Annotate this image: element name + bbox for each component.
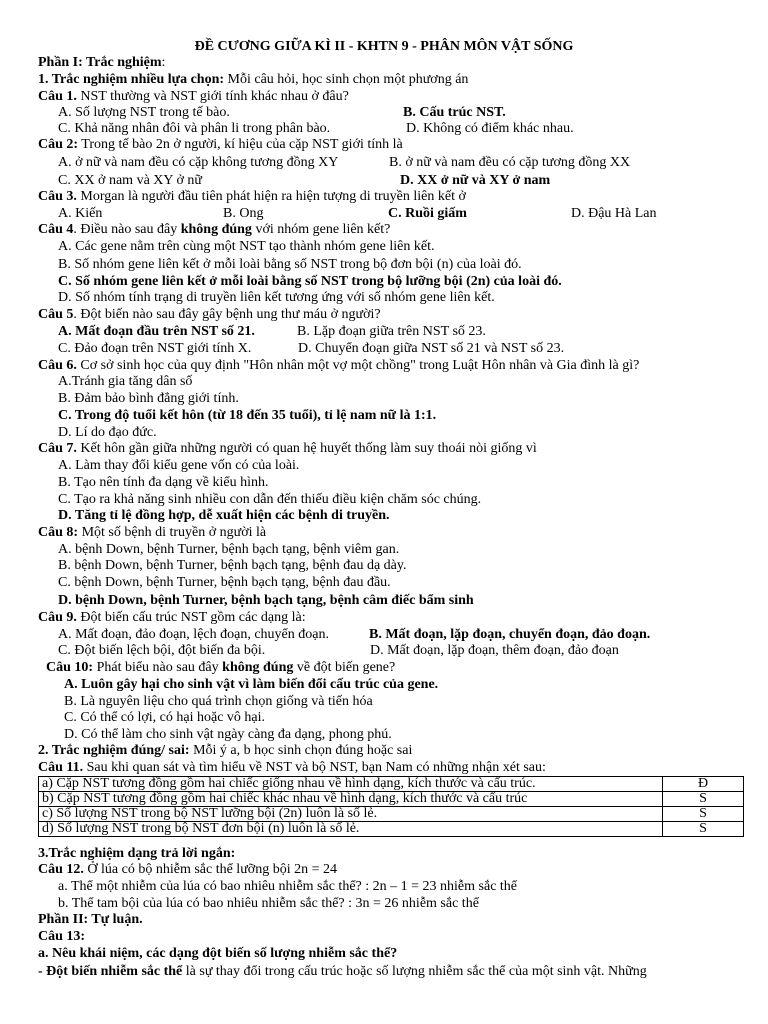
q12-part-a: a. Thể một nhiễm của lúa có bao nhiêu nhiễm sắc thể? : 2n – 1 = 23 nhiễm sắc thể bbox=[58, 879, 518, 894]
statement-cell: a) Cặp NST tương đồng gồm hai chiếc giống nhau về hình dạng, kích thước và cấu trúc. bbox=[39, 777, 663, 792]
q13-part-a: a. Nêu khái niệm, các dạng đột biến số lượng nhiễm sắc thể? bbox=[38, 946, 398, 961]
answer-cell: Đ bbox=[663, 777, 744, 792]
q3-option-d: D. Đậu Hà Lan bbox=[571, 206, 657, 221]
question-7: Câu 7. Kết hôn gần giữa những người có quan hệ huyết thống làm suy thoái nòi giống vì bbox=[38, 441, 537, 456]
statement-cell: c) Số lượng NST trong bộ NST lưỡng bội (2n) luôn là số lẻ. bbox=[39, 807, 663, 822]
q10-option-a: A. Luôn gây hại cho sinh vật vì làm biến đổi cấu trúc của gene. bbox=[64, 677, 439, 692]
part1-heading: Phần I: Trắc nghiệm: bbox=[38, 55, 166, 70]
q5-option-d: D. Chuyển đoạn giữa NST số 21 và NST số 23. bbox=[298, 341, 565, 356]
q10-option-c: C. Có thể có lợi, có hại hoặc vô hại. bbox=[64, 710, 266, 725]
table-row bbox=[39, 822, 744, 837]
question-3: Câu 3. Morgan là người đầu tiên phát hiện ra hiện tượng di truyền liên kết ở bbox=[38, 189, 466, 204]
q10-option-d: D. Có thể làm cho sinh vật ngày càng đa dạng, phong phú. bbox=[64, 727, 392, 742]
q6-option-a: A.Tránh gia tăng dân số bbox=[58, 374, 193, 389]
q7-option-a: A. Làm thay đổi kiểu gene vốn có của loài. bbox=[58, 458, 300, 473]
question-6: Câu 6. Cơ sở sinh học của quy định "Hôn nhân một vợ một chồng" trong Luật Hôn nhân và Gia đình là gì? bbox=[38, 358, 640, 373]
question-1: Câu 1. NST thường và NST giới tính khác nhau ở đâu? bbox=[38, 89, 349, 104]
q9-option-b: B. Mất đoạn, lặp đoạn, chuyển đoạn, đảo đoạn. bbox=[369, 627, 651, 642]
question-8: Câu 8: Một số bệnh di truyền ở người là bbox=[38, 525, 267, 540]
q3-option-b: B. Ong bbox=[223, 206, 264, 221]
q5-option-c: C. Đảo đoạn trên NST giới tính X. bbox=[58, 341, 252, 356]
q5-option-a: A. Mất đoạn đầu trên NST số 21. bbox=[58, 324, 255, 339]
table-row bbox=[39, 777, 744, 792]
q12-part-b: b. Thể tam bội của lúa có bao nhiêu nhiễm sắc thể? : 3n = 26 nhiễm sắc thể bbox=[58, 896, 479, 911]
answer-cell: S bbox=[663, 822, 744, 837]
part2-heading: Phần II: Tự luận. bbox=[38, 912, 143, 927]
q8-option-b: B. bệnh Down, bệnh Turner, bệnh bạch tạng, bệnh đau dạ dày. bbox=[58, 558, 407, 573]
q8-option-d: D. bệnh Down, bệnh Turner, bệnh bạch tạng, bệnh câm điếc bẩm sinh bbox=[58, 593, 474, 608]
q8-option-a: A. bệnh Down, bệnh Turner, bệnh bạch tạng, bệnh viêm gan. bbox=[58, 542, 400, 557]
true-false-table bbox=[38, 776, 744, 837]
statement-cell: b) Cặp NST tương đồng gồm hai chiếc khác nhau về hình dạng, kích thước và cấu trúc bbox=[39, 792, 663, 807]
q7-option-d: D. Tăng tỉ lệ đồng hợp, dễ xuất hiện các bệnh di truyền. bbox=[58, 508, 390, 523]
question-4: Câu 4. Điều nào sau đây không đúng với nhóm gene liên kết? bbox=[38, 222, 391, 237]
question-9: Câu 9. Đột biến cấu trúc NST gồm các dạng là: bbox=[38, 610, 306, 625]
q2-option-c: C. XX ở nam và XY ở nữ bbox=[58, 173, 202, 188]
question-2: Câu 2: Trong tế bào 2n ở người, kí hiệu của cặp NST giới tính là bbox=[38, 137, 403, 152]
q10-option-b: B. Là nguyên liệu cho quá trình chọn giống và tiến hóa bbox=[64, 694, 373, 709]
document-title: ĐỀ CƯƠNG GIỮA KÌ II - KHTN 9 - PHÂN MÔN VẬT SỐNG bbox=[194, 39, 574, 54]
q13-answer: - Đột biến nhiễm sắc thể là sự thay đổi trong cấu trúc hoặc số lượng nhiễm sắc thể của một sinh vật. Những bbox=[38, 964, 647, 979]
question-5: Câu 5. Đột biến nào sau đây gây bệnh ung thư máu ở người? bbox=[38, 307, 381, 322]
q8-option-c: C. bệnh Down, bệnh Turner, bệnh bạch tạng, bệnh đau đầu. bbox=[58, 575, 391, 590]
section3-heading: 3.Trắc nghiệm dạng trả lời ngắn: bbox=[38, 846, 236, 861]
q7-option-b: B. Tạo nên tính đa dạng về kiểu hình. bbox=[58, 475, 269, 490]
q7-option-c: C. Tạo ra khả năng sinh nhiều con dẫn đến thiếu điều kiện chăm sóc chúng. bbox=[58, 492, 482, 507]
section2-heading: 2. Trắc nghiệm đúng/ sai: Mỗi ý a, b học sinh chọn đúng hoặc sai bbox=[38, 743, 413, 758]
q2-option-b: B. ở nữ và nam đều có cặp tương đồng XX bbox=[389, 155, 631, 170]
q4-option-c: C. Số nhóm gene liên kết ở mỗi loài bằng số NST trong bộ lưỡng bội (2n) của loài đó. bbox=[58, 274, 562, 289]
q3-option-c: C. Ruồi giấm bbox=[388, 206, 467, 221]
q5-option-b: B. Lặp đoạn giữa trên NST số 23. bbox=[297, 324, 486, 339]
q2-option-a: A. ở nữ và nam đều có cặp không tương đồng XY bbox=[58, 155, 339, 170]
question-11: Câu 11. Sau khi quan sát và tìm hiểu về NST và bộ NST, bạn Nam có những nhận xét sau: bbox=[38, 760, 546, 775]
q9-option-c: C. Đột biến lệch bội, đột biến đa bội. bbox=[58, 643, 266, 658]
answer-cell: S bbox=[663, 792, 744, 807]
q2-option-d: D. XX ở nữ và XY ở nam bbox=[400, 173, 551, 188]
q1-option-a: A. Số lượng NST trong tế bào. bbox=[58, 105, 230, 120]
q6-option-c: C. Trong độ tuổi kết hôn (từ 18 đến 35 tuổi), tỉ lệ nam nữ là 1:1. bbox=[58, 408, 437, 423]
q9-option-d: D. Mất đoạn, lặp đoạn, thêm đoạn, đảo đoạn bbox=[370, 643, 619, 658]
section1-heading: 1. Trắc nghiệm nhiều lựa chọn: Mỗi câu hỏi, học sinh chọn một phương án bbox=[38, 72, 469, 87]
q4-option-a: A. Các gene nằm trên cùng một NST tạo thành nhóm gene liên kết. bbox=[58, 239, 435, 254]
answer-cell: S bbox=[663, 807, 744, 822]
q6-option-b: B. Đảm bảo bình đẳng giới tính. bbox=[58, 391, 239, 406]
q3-option-a: A. Kiến bbox=[58, 206, 103, 221]
question-10: Câu 10: Phát biểu nào sau đây không đúng về đột biến gene? bbox=[46, 660, 396, 675]
q4-option-b: B. Số nhóm gene liên kết ở mỗi loài bằng số NST trong bộ đơn bội (n) của loài đó. bbox=[58, 257, 522, 272]
table-row bbox=[39, 807, 744, 822]
q1-option-c: C. Khả năng nhân đôi và phân li trong phân bào. bbox=[58, 121, 331, 136]
statement-cell: d) Số lượng NST trong bộ NST đơn bội (n) luôn là số lẻ. bbox=[39, 822, 663, 837]
question-12: Câu 12. Ở lúa có bộ nhiễm sắc thể lưỡng bội 2n = 24 bbox=[38, 862, 337, 877]
question-13: Câu 13: bbox=[38, 929, 86, 944]
q1-option-b: B. Cấu trúc NST. bbox=[403, 105, 506, 120]
q9-option-a: A. Mất đoạn, đảo đoạn, lệch đoạn, chuyển đoạn. bbox=[58, 627, 329, 642]
q4-option-d: D. Số nhóm tính trạng di truyền liên kết tương ứng với số nhóm gene liên kết. bbox=[58, 290, 495, 305]
q1-option-d: D. Không có điểm khác nhau. bbox=[406, 121, 574, 136]
q6-option-d: D. Lí do đạo đức. bbox=[58, 425, 157, 440]
table-row bbox=[39, 792, 744, 807]
